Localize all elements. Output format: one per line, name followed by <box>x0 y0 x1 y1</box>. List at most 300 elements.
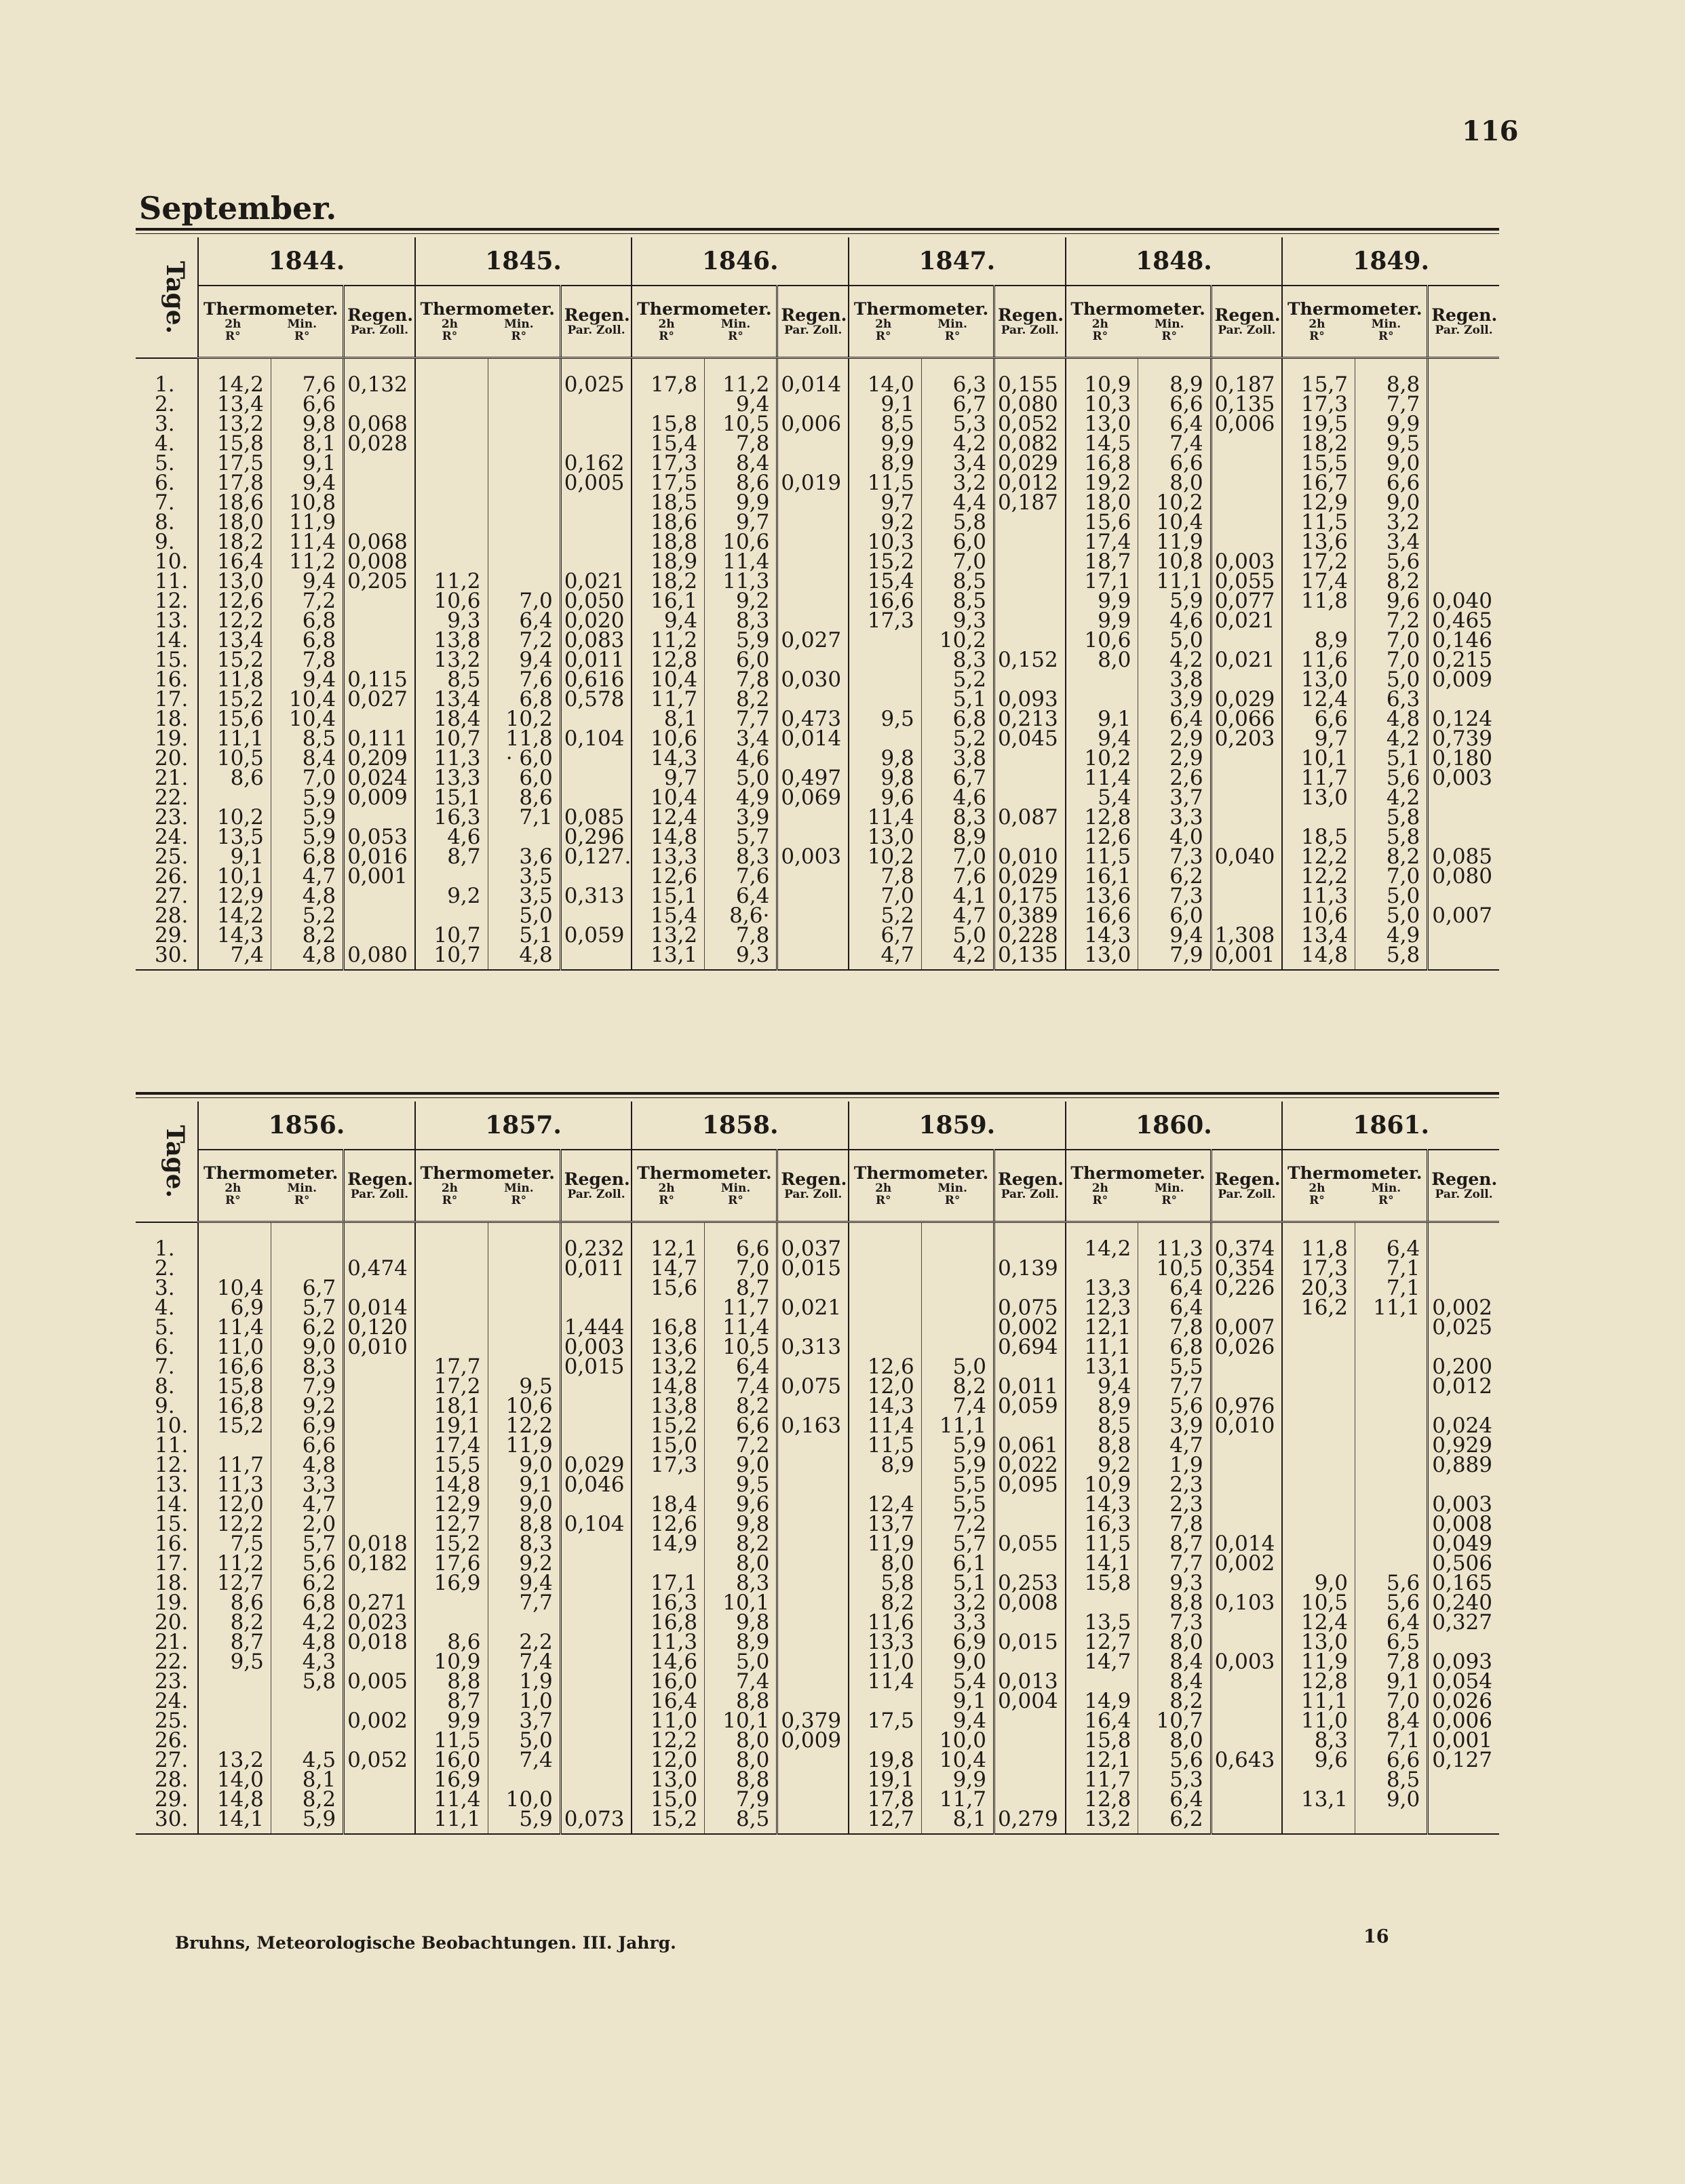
rain-cell: 0,135 <box>994 945 1065 970</box>
max-temp-cell: 10,9 <box>1066 1475 1138 1495</box>
max-temp-cell: 8,2 <box>198 1613 271 1633</box>
rain-cell: 0,009 <box>1428 670 1499 690</box>
max-temp-cell <box>1282 808 1355 827</box>
max-temp-cell: 14,9 <box>1066 1692 1138 1711</box>
thermometer-header <box>198 286 343 358</box>
max-temp-cell <box>1282 1770 1355 1790</box>
rain-cell <box>344 650 415 670</box>
max-temp-cell: 15,2 <box>632 1416 704 1436</box>
rain-unit: Par. Zoll. <box>350 324 409 337</box>
rain-cell: 0,226 <box>1211 1279 1282 1298</box>
day-cell: 16. <box>136 670 198 690</box>
thermometer-label: Thermometer. <box>853 299 989 319</box>
day-cell: 16. <box>136 1534 198 1554</box>
min-temp-cell: 5,9 <box>271 788 343 808</box>
max-temp-cell: 17,1 <box>632 1574 704 1593</box>
min-temp-cell: 9,4 <box>271 473 343 493</box>
max-column-label <box>442 318 458 343</box>
unit-label: R° <box>1309 1194 1325 1207</box>
rain-cell <box>1211 1475 1282 1495</box>
rain-cell: 0,028 <box>344 434 415 454</box>
rain-cell <box>777 1357 849 1377</box>
max-temp-cell: 15,0 <box>632 1790 704 1810</box>
rain-cell: 0,465 <box>1428 611 1499 631</box>
table-row <box>136 1633 1499 1652</box>
day-cell: 28. <box>136 1770 198 1790</box>
rain-cell <box>344 1515 415 1534</box>
rain-cell: 0,029 <box>560 1456 632 1475</box>
day-cell: 3. <box>136 1279 198 1298</box>
max-temp-cell: 15,2 <box>849 552 921 572</box>
rain-cell <box>560 1633 632 1652</box>
max-temp-cell: 11,6 <box>849 1613 921 1633</box>
min-temp-cell <box>1355 1515 1428 1534</box>
day-cell: 24. <box>136 1692 198 1711</box>
max-temp-cell: 18,6 <box>198 493 271 513</box>
max-temp-cell: 13,7 <box>849 1515 921 1534</box>
rain-cell <box>994 768 1065 788</box>
rain-cell: 0,087 <box>994 808 1065 827</box>
min-temp-cell: 3,2 <box>921 1593 994 1613</box>
max-temp-cell <box>415 1259 488 1279</box>
min-temp-cell: 5,5 <box>1138 1357 1211 1377</box>
unit-label: R° <box>1092 330 1108 343</box>
rain-cell: 0,010 <box>994 847 1065 867</box>
thermometer-label: Thermometer. <box>637 299 772 319</box>
rain-cell <box>1211 532 1282 552</box>
days-column-header <box>136 237 198 358</box>
table-row <box>136 1416 1499 1436</box>
min-temp-cell: 11,4 <box>705 1318 777 1338</box>
year-header-1858: 1858. <box>632 1101 849 1150</box>
rain-cell: 0,015 <box>777 1259 849 1279</box>
rain-cell <box>1428 1259 1499 1279</box>
min-temp-cell: 6,6 <box>271 395 343 414</box>
min-temp-cell: 8,3 <box>921 808 994 827</box>
min-temp-cell: 5,1 <box>921 1574 994 1593</box>
min-temp-cell: 7,4 <box>705 1672 777 1692</box>
min-temp-cell: 9,4 <box>488 1574 560 1593</box>
max-temp-cell: 11,0 <box>632 1711 704 1731</box>
day-cell: 14. <box>136 631 198 650</box>
time-label: 2h <box>441 317 459 331</box>
min-temp-cell <box>1355 1475 1428 1495</box>
max-temp-cell: 16,0 <box>415 1751 488 1770</box>
min-temp-cell: 10,6 <box>705 532 777 552</box>
max-temp-cell: 12,8 <box>632 650 704 670</box>
max-temp-cell: 11,7 <box>632 690 704 709</box>
unit-label: R° <box>1161 330 1178 343</box>
max-temp-cell: 12,8 <box>1066 1790 1138 1810</box>
min-temp-cell: 3,9 <box>1138 690 1211 709</box>
min-temp-cell: 3,3 <box>1138 808 1211 827</box>
max-temp-cell <box>1282 1357 1355 1377</box>
rain-cell <box>777 945 849 970</box>
rain-cell <box>560 1534 632 1554</box>
rain-cell <box>1428 1633 1499 1652</box>
rain-cell: 0,005 <box>560 473 632 493</box>
rain-cell <box>777 867 849 886</box>
max-temp-cell: 17,5 <box>198 454 271 473</box>
min-temp-cell: 10,0 <box>921 1731 994 1751</box>
min-temp-cell: 9,5 <box>488 1377 560 1397</box>
min-temp-cell: 3,7 <box>488 1711 560 1731</box>
rain-cell <box>344 1790 415 1810</box>
min-temp-cell: 11,3 <box>705 572 777 591</box>
rain-cell <box>777 1554 849 1574</box>
max-temp-cell: 9,7 <box>1282 729 1355 749</box>
max-temp-cell: 11,5 <box>849 473 921 493</box>
rain-cell: 0,474 <box>344 1259 415 1279</box>
table-row <box>136 1751 1499 1770</box>
max-temp-cell <box>415 434 488 454</box>
min-temp-cell: 7,3 <box>1138 1613 1211 1633</box>
min-temp-cell: 5,9 <box>488 1810 560 1834</box>
rain-cell <box>560 768 632 788</box>
rain-cell: 0,182 <box>344 1554 415 1574</box>
rain-cell <box>1428 434 1499 454</box>
max-temp-cell: 6,7 <box>849 926 921 945</box>
min-temp-cell: 4,7 <box>271 867 343 886</box>
rain-cell: 0,271 <box>344 1593 415 1613</box>
max-temp-cell <box>849 729 921 749</box>
rain-cell <box>777 1574 849 1593</box>
min-temp-cell: 9,2 <box>705 591 777 611</box>
rain-cell: 0,163 <box>777 1416 849 1436</box>
max-temp-cell <box>849 1259 921 1279</box>
rain-unit: Par. Zoll. <box>567 324 625 337</box>
max-temp-cell: 12,7 <box>1066 1633 1138 1652</box>
min-temp-cell: 6,8 <box>271 847 343 867</box>
min-temp-cell: 1,9 <box>1138 1456 1211 1475</box>
min-temp-cell: 9,0 <box>1355 454 1428 473</box>
rain-cell: 1,444 <box>560 1318 632 1338</box>
rain-cell: 0,152 <box>994 650 1065 670</box>
day-cell: 8. <box>136 513 198 532</box>
day-cell: 4. <box>136 1298 198 1318</box>
table-row <box>136 749 1499 768</box>
max-temp-cell: 12,1 <box>1066 1318 1138 1338</box>
rain-cell: 0,127 <box>1428 1751 1499 1770</box>
max-temp-cell: 9,4 <box>1066 729 1138 749</box>
min-temp-cell: 3,4 <box>921 454 994 473</box>
max-temp-cell <box>1066 1672 1138 1692</box>
rain-cell <box>344 926 415 945</box>
max-temp-cell: 10,7 <box>415 945 488 970</box>
day-cell: 21. <box>136 1633 198 1652</box>
max-column-label <box>442 1182 458 1207</box>
rain-cell: 0,053 <box>344 827 415 847</box>
rain-cell: 0,155 <box>994 358 1065 395</box>
table-row <box>136 650 1499 670</box>
min-temp-cell: 6,8 <box>271 1593 343 1613</box>
min-temp-cell: 6,8 <box>271 611 343 631</box>
min-temp-cell: 6,7 <box>921 395 994 414</box>
max-temp-cell: 16,8 <box>198 1397 271 1416</box>
min-temp-cell: 2,3 <box>1138 1475 1211 1495</box>
min-temp-cell: 5,6 <box>1138 1751 1211 1770</box>
min-temp-cell: 9,7 <box>705 513 777 532</box>
min-temp-cell <box>921 1298 994 1318</box>
rain-cell: 0,049 <box>1428 1534 1499 1554</box>
rain-header <box>777 1150 849 1222</box>
rain-cell <box>560 1751 632 1770</box>
min-temp-cell: 8,1 <box>921 1810 994 1834</box>
max-temp-cell: 13,8 <box>415 631 488 650</box>
min-temp-cell: 5,8 <box>271 1672 343 1692</box>
min-temp-cell: 9,3 <box>705 945 777 970</box>
thermometer-subheader <box>419 1182 557 1207</box>
min-temp-cell: 5,5 <box>921 1495 994 1515</box>
max-temp-cell: 17,6 <box>415 1554 488 1574</box>
rain-cell <box>344 1377 415 1397</box>
min-column-label <box>1372 1182 1401 1207</box>
rain-cell <box>777 906 849 926</box>
min-temp-cell: 8,3 <box>271 1357 343 1377</box>
max-temp-cell: 8,1 <box>632 709 704 729</box>
max-temp-cell: 16,3 <box>1066 1515 1138 1534</box>
rain-cell <box>994 611 1065 631</box>
min-temp-cell: 4,6 <box>1138 611 1211 631</box>
min-temp-cell <box>488 473 560 493</box>
rain-cell <box>1211 1357 1282 1377</box>
rain-cell: 0,616 <box>560 670 632 690</box>
max-temp-cell: 17,4 <box>415 1436 488 1456</box>
min-temp-cell: 7,8 <box>271 650 343 670</box>
max-temp-cell <box>849 690 921 709</box>
rain-cell <box>777 886 849 906</box>
max-temp-cell: 15,2 <box>198 650 271 670</box>
max-temp-cell: 11,8 <box>198 670 271 690</box>
rain-cell <box>344 1222 415 1260</box>
max-temp-cell: 19,2 <box>1066 473 1138 493</box>
max-temp-cell: 12,6 <box>632 867 704 886</box>
rain-cell: 0,124 <box>1428 709 1499 729</box>
rain-cell: 0,024 <box>1428 1416 1499 1436</box>
rain-cell <box>344 1436 415 1456</box>
min-temp-cell: 9,1 <box>488 1475 560 1495</box>
min-temp-cell: 6,6 <box>1138 454 1211 473</box>
max-temp-cell: 9,2 <box>415 886 488 906</box>
rain-cell <box>344 513 415 532</box>
max-temp-cell <box>849 631 921 650</box>
rain-cell: 0,002 <box>344 1711 415 1731</box>
unit-label: R° <box>1378 1194 1394 1207</box>
rain-cell <box>1428 395 1499 414</box>
max-temp-cell: 18,4 <box>632 1495 704 1515</box>
min-temp-cell: 6,1 <box>921 1554 994 1574</box>
min-temp-cell: 5,2 <box>921 670 994 690</box>
day-cell: 10. <box>136 552 198 572</box>
max-temp-cell <box>415 867 488 886</box>
middle-rule <box>136 1092 1499 1095</box>
min-temp-cell: 5,2 <box>921 729 994 749</box>
day-cell: 17. <box>136 690 198 709</box>
table-row <box>136 493 1499 513</box>
rain-cell <box>777 1652 849 1672</box>
day-cell: 19. <box>136 729 198 749</box>
rain-cell <box>1211 473 1282 493</box>
min-temp-cell: 8,2 <box>271 1790 343 1810</box>
max-temp-cell: 9,3 <box>415 611 488 631</box>
max-temp-cell: 15,1 <box>415 788 488 808</box>
rain-label: Regen. <box>564 305 630 325</box>
rain-cell <box>344 611 415 631</box>
time-label: 2h <box>225 317 241 331</box>
min-temp-cell: 5,5 <box>921 1475 994 1495</box>
day-cell: 25. <box>136 847 198 867</box>
rain-cell <box>994 1554 1065 1574</box>
max-temp-cell: 16,4 <box>198 552 271 572</box>
min-temp-cell: 3,2 <box>1355 513 1428 532</box>
min-temp-cell: 8,8 <box>705 1692 777 1711</box>
max-temp-cell: 12,6 <box>632 1515 704 1534</box>
min-temp-cell: 5,3 <box>1138 1770 1211 1790</box>
min-temp-cell: 9,4 <box>271 572 343 591</box>
rain-cell <box>344 473 415 493</box>
min-temp-cell: 8,2 <box>921 1377 994 1397</box>
min-temp-cell: 7,0 <box>488 591 560 611</box>
day-cell: 5. <box>136 454 198 473</box>
table-row <box>136 1790 1499 1810</box>
rain-cell <box>994 1770 1065 1790</box>
rain-cell <box>777 1613 849 1633</box>
max-temp-cell: 16,0 <box>632 1672 704 1692</box>
max-temp-cell: 13,6 <box>1066 886 1138 906</box>
table-row <box>136 945 1499 970</box>
max-temp-cell <box>198 788 271 808</box>
max-temp-cell: 19,1 <box>415 1416 488 1436</box>
max-temp-cell: 17,4 <box>1282 572 1355 591</box>
min-temp-cell <box>488 1338 560 1357</box>
min-temp-cell: 4,1 <box>921 886 994 906</box>
rain-cell <box>1428 572 1499 591</box>
min-temp-cell: 12,2 <box>488 1416 560 1436</box>
day-cell: 9. <box>136 532 198 552</box>
max-temp-cell: 12,9 <box>415 1495 488 1515</box>
max-temp-cell <box>632 1298 704 1318</box>
rain-cell <box>994 1731 1065 1751</box>
max-temp-cell: 16,6 <box>849 591 921 611</box>
rain-cell <box>1211 1495 1282 1515</box>
rain-cell: 0,008 <box>344 552 415 572</box>
rain-label: Regen. <box>997 305 1064 325</box>
min-temp-cell <box>488 1298 560 1318</box>
day-cell: 2. <box>136 395 198 414</box>
rain-cell: 0,008 <box>1428 1515 1499 1534</box>
min-temp-cell: 9,1 <box>1355 1672 1428 1692</box>
max-temp-cell <box>849 1222 921 1260</box>
max-temp-cell: 16,1 <box>1066 867 1138 886</box>
min-temp-cell <box>488 552 560 572</box>
rain-cell: 0,739 <box>1428 729 1499 749</box>
min-temp-cell: 4,6 <box>705 749 777 768</box>
min-temp-cell: 9,2 <box>488 1554 560 1574</box>
max-temp-cell: 6,6 <box>1282 709 1355 729</box>
max-temp-cell: 17,3 <box>1282 1259 1355 1279</box>
rain-cell <box>560 493 632 513</box>
rain-cell <box>560 1397 632 1416</box>
page-number: 116 <box>1462 115 1519 147</box>
max-temp-cell <box>415 1593 488 1613</box>
time-label: 2h <box>658 317 675 331</box>
table-row <box>136 1593 1499 1613</box>
min-temp-cell: 2,6 <box>1138 768 1211 788</box>
thermometer-subheader <box>201 1182 340 1207</box>
min-temp-cell: 8,3 <box>705 1574 777 1593</box>
max-temp-cell: 14,2 <box>198 906 271 926</box>
min-temp-cell: 5,9 <box>271 1810 343 1834</box>
max-temp-cell: 10,2 <box>198 808 271 827</box>
day-cell: 18. <box>136 709 198 729</box>
rain-cell <box>994 1222 1065 1260</box>
day-cell: 24. <box>136 827 198 847</box>
rain-cell <box>777 513 849 532</box>
max-temp-cell <box>1282 1515 1355 1534</box>
rain-cell: 0,103 <box>1211 1593 1282 1613</box>
min-temp-cell: 5,9 <box>921 1436 994 1456</box>
day-cell: 29. <box>136 926 198 945</box>
max-temp-cell: 19,5 <box>1282 414 1355 434</box>
rain-cell <box>1428 1770 1499 1790</box>
min-temp-cell <box>271 1731 343 1751</box>
min-temp-cell: 4,2 <box>921 434 994 454</box>
unit-label: R° <box>875 330 891 343</box>
max-temp-cell: 13,4 <box>415 690 488 709</box>
rain-cell <box>1211 1810 1282 1834</box>
min-temp-cell: 7,8 <box>1138 1318 1211 1338</box>
time-label: 2h <box>1091 1182 1108 1195</box>
max-temp-cell <box>849 1318 921 1338</box>
max-temp-cell: 14,3 <box>198 926 271 945</box>
max-temp-cell: 7,5 <box>198 1534 271 1554</box>
rain-cell: 0,061 <box>994 1436 1065 1456</box>
min-temp-cell: 8,2 <box>705 1534 777 1554</box>
max-column-label <box>225 318 241 343</box>
max-temp-cell <box>198 1672 271 1692</box>
rain-cell <box>1211 1574 1282 1593</box>
min-temp-cell: 4,8 <box>271 886 343 906</box>
day-cell: 7. <box>136 493 198 513</box>
max-temp-cell: 14,0 <box>198 1770 271 1790</box>
max-temp-cell: 15,5 <box>1282 454 1355 473</box>
rain-cell <box>560 1436 632 1456</box>
max-temp-cell: 9,5 <box>849 709 921 729</box>
min-temp-cell: 6,8 <box>488 690 560 709</box>
rain-cell <box>777 1790 849 1810</box>
min-temp-cell: 7,8 <box>705 670 777 690</box>
rain-cell: 0,055 <box>994 1534 1065 1554</box>
table-row <box>136 1652 1499 1672</box>
min-temp-cell: 8,9 <box>1138 358 1211 395</box>
max-temp-cell: 18,0 <box>198 513 271 532</box>
max-temp-cell: 8,7 <box>415 1692 488 1711</box>
rain-cell <box>994 827 1065 847</box>
min-temp-cell: 8,2 <box>1355 572 1428 591</box>
day-cell: 7. <box>136 1357 198 1377</box>
min-temp-cell: 8,3 <box>921 650 994 670</box>
rain-cell: 0,040 <box>1428 591 1499 611</box>
rain-header <box>777 286 849 358</box>
min-temp-cell: 9,8 <box>271 414 343 434</box>
min-temp-cell: 5,0 <box>488 1731 560 1751</box>
rain-cell <box>1428 1790 1499 1810</box>
min-temp-cell: 7,3 <box>1138 886 1211 906</box>
rain-cell <box>1211 749 1282 768</box>
min-temp-cell: 6,4 <box>1355 1613 1428 1633</box>
max-temp-cell <box>1282 1495 1355 1515</box>
days-column-header <box>136 1101 198 1222</box>
